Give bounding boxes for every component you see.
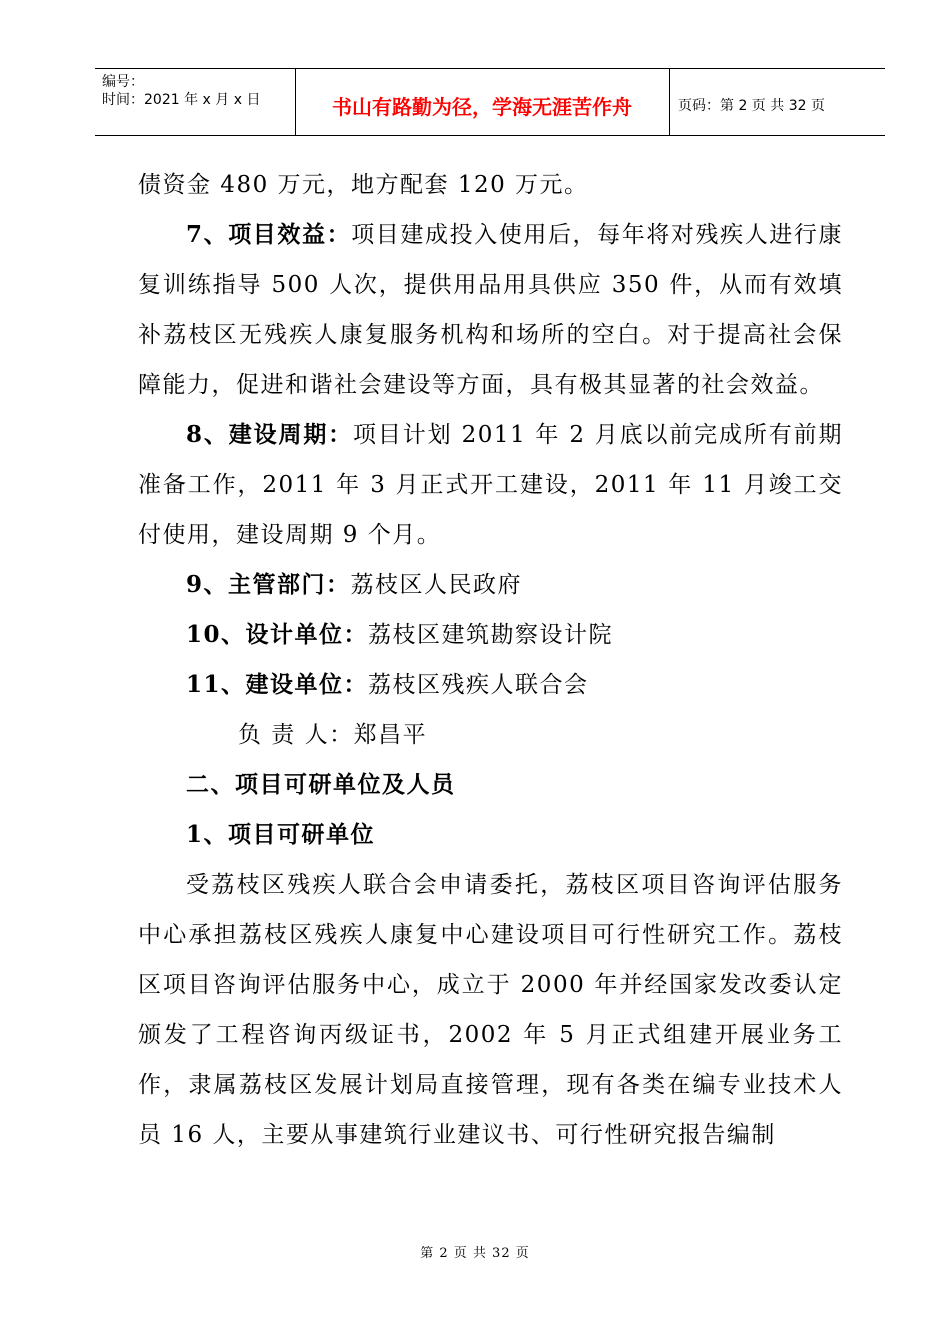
header-meta bbox=[102, 73, 260, 109]
header-page-info: 页码：第 2 页 共 32 页 bbox=[678, 98, 825, 114]
item-11-text: 荔枝区残疾人联合会 bbox=[368, 672, 589, 698]
header-divider bbox=[669, 69, 670, 135]
document-number-label: 编号： bbox=[102, 74, 144, 90]
item-9-text: 荔枝区人民政府 bbox=[350, 572, 523, 598]
document-time-label: 时间：2021 年 x 月 x 日 bbox=[102, 92, 261, 108]
page-footer: 第 2 页 共 32 页 bbox=[420, 1246, 530, 1261]
item-11-line bbox=[138, 660, 843, 710]
item-9-label: 9、主管部门： bbox=[186, 571, 351, 598]
item-8-label: 8、建设周期： bbox=[186, 421, 354, 448]
item-7-text: 项目建成投入使用后，每年将对残疾人进行康复训练指导 500 人次，提供用品用具供应 350 件，从而有效填补荔枝区无残疾人康复服务机构和场所的空白。对于提高社会保障能力，促进和谐社会建设等方面，具有极其显著的社会效益。 bbox=[138, 222, 844, 398]
item-7-paragraph bbox=[138, 210, 843, 410]
page-header bbox=[95, 68, 885, 136]
item-7-label: 7、项目效益： bbox=[186, 221, 352, 248]
item-10-line bbox=[138, 610, 843, 660]
item-8-paragraph bbox=[138, 410, 843, 560]
section-2-heading: 二、项目可研单位及人员 bbox=[186, 771, 456, 798]
unit-paragraph: 受荔枝区残疾人联合会申请委托，荔枝区项目咨询评估服务中心承担荔枝区残疾人康复中心建设项目可行性研究工作。荔枝区项目咨询评估服务中心，成立于 2000 年并经国家发改委认定颁发了工程咨询丙级证书，2002 年 5 月正式组建开展业务工作，隶属荔枝区发展计划局直接管理，现有各类在编专业技术人员 16 人，主要从事建筑行业建议书、可行性研究报告编制 bbox=[138, 872, 843, 1148]
item-10-label: 10、设计单位： bbox=[186, 621, 369, 648]
document-body bbox=[138, 160, 843, 1160]
subsection-1-heading: 1、项目可研单位 bbox=[186, 821, 376, 848]
responsible-person: 负 责 人：郑昌平 bbox=[238, 722, 428, 748]
header-motto: 书山有路勤为径，学海无涯苦作舟 bbox=[332, 95, 632, 119]
item-8-text: 项目计划 2011 年 2 月底以前完成所有前期准备工作，2011 年 3 月正式开工建设，2011 年 11 月竣工交付使用，建设周期 9 个月。 bbox=[138, 422, 843, 548]
item-10-text: 荔枝区建筑勘察设计院 bbox=[368, 622, 614, 648]
header-divider bbox=[295, 69, 296, 135]
item-11-label: 11、建设单位： bbox=[186, 671, 369, 698]
paragraph-continuation: 债资金 480 万元，地方配套 120 万元。 bbox=[138, 172, 589, 198]
item-9-line bbox=[138, 560, 843, 610]
